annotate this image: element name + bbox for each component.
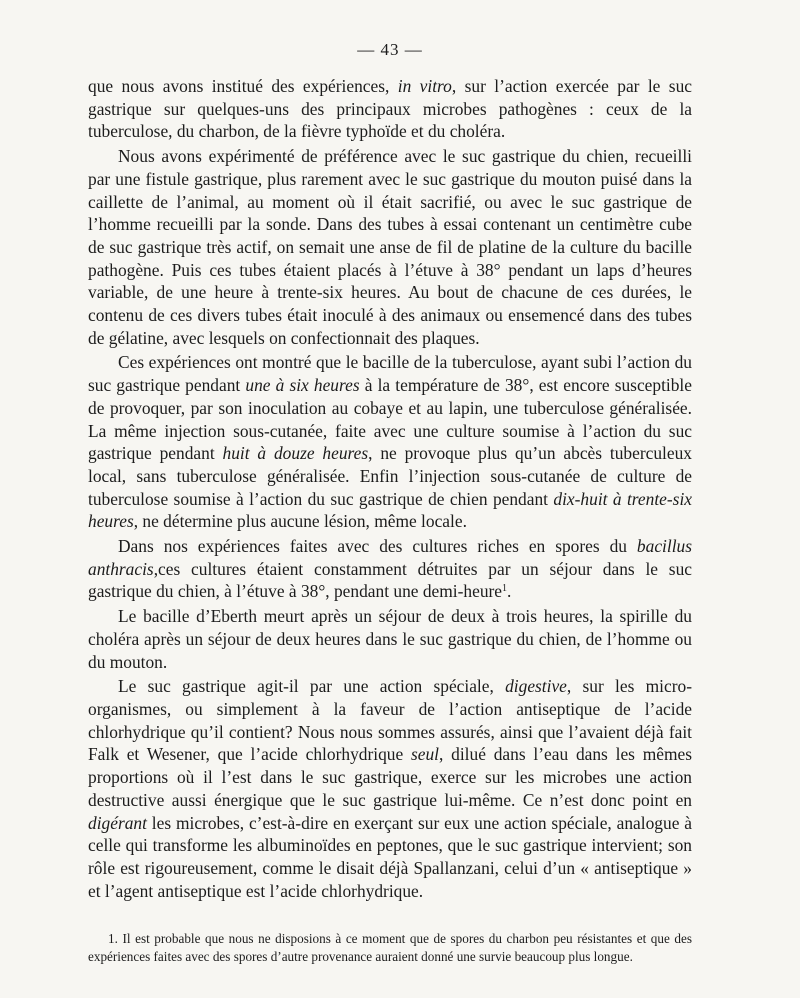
footnote-ref: 1 [502, 583, 508, 595]
text-run: les microbes, c’est-à-dire en exerçant sur eux une action spéciale, analogue à celle qui transforme les albuminoïdes en peptones, que le suc gastrique intervient; son rôle est rigoureusement, comme le disait déjà Spallanzani, celui d’un « antiseptique » et l’agent antiseptique est l’acide chlorhydrique. [88, 812, 692, 901]
text-run: . [507, 581, 512, 602]
paragraph-1 [88, 75, 692, 143]
text-run: ,ces cultures étaient constamment détruites par un séjour dans le suc gastrique du chien, à l’étuve à 38°, pendant une demi-heure [88, 558, 692, 602]
italic-text: une à six heures [245, 375, 360, 396]
text-run: à la température de 38°, est encore susceptible de provoquer, par son inoculation au cobaye et au lapin, une tuberculose généralisée. La même injection sous-cutanée, faite avec une culture soumise à l’action du suc gastrique pendant [88, 375, 692, 464]
text-run: , ne provoque plus qu’un abcès tuberculeux local, sans tuberculose généralisée. Enfin l’injection sous-cutanée de culture de tuberculose soumise à l’action du suc gastrique de chien pendant [88, 443, 692, 509]
text-run: Le suc gastrique agit-il par une action spéciale, [118, 676, 506, 697]
paragraph-4 [88, 535, 692, 603]
italic-text: seul [410, 744, 439, 765]
text-run: Dans nos expériences faites avec des cultures riches en spores du [118, 536, 637, 557]
page-number: — 43 — [357, 40, 423, 59]
text-run: , dilué dans l’eau dans les mêmes proportions où il l’est dans le suc gastrique, exerce sur les microbes une action destructive aussi énergique que le suc gastrique lui-même. Ce n’est donc point en [88, 744, 692, 810]
paragraph-3 [88, 351, 692, 533]
italic-text: digestive [505, 676, 567, 697]
italic-text: in vitro [397, 76, 452, 96]
text-run: que nous avons institué des expériences, [88, 76, 398, 96]
italic-text: bacillus anthracis [88, 536, 692, 579]
text-run: , sur les micro-organismes, ou simplement à la faveur de l’action antiseptique de l’acide chlorhydrique qu’il contient? Nous nous sommes assurés, ainsi que l’avaient déjà fait Falk et Wesener, que l’acide chlorhydrique [88, 676, 692, 765]
text-run: Ces expériences ont montré que le bacille de la tuberculose, ayant subi l’action du suc gastrique pendant [88, 352, 692, 396]
text-run: Le bacille d’Eberth meurt après un séjour de deux à trois heures, la spirille du choléra après un séjour de deux heures dans le suc gastrique du chien, de l’homme ou du mouton. [88, 606, 692, 672]
text-run: Nous avons expérimenté de préférence avec le suc gastrique du chien, recueilli par une fistule gastrique, plus rarement avec le suc gastrique du mouton puisé dans la caillette de l’animal, au moment où il était sacrifié, ou avec le suc gastrique de l’homme recueilli par la sonde. Dans des tubes à essai contenant un centimètre cube de suc gastrique très actif, on semait une anse de fil de platine de la culture du bacille pathogène. Puis ces tubes étaient placés à l’étuve à 38° pendant un laps d’heures variable, de une heure à trente-six heures. Au bout de chacune de ces durées, le contenu de ces divers tubes était inoculé à des animaux ou ensemencé dans des tubes de gélatine, avec lesquels on confectionnait des plaques. [88, 146, 692, 348]
footnote: 1. Il est probable que nous ne disposions à ce moment que de spores du charbon peu résistantes et que des expériences faites avec des spores d’autre provenance auraient donné une survie beaucoup plus longue. [88, 931, 692, 965]
paragraph-6 [88, 675, 692, 902]
text-run: , sur l’action exercée par le suc gastrique sur quelques-uns des principaux microbes pathogènes : ceux de la tuberculose, du charbon, de la fièvre typhoïde et du choléra. [88, 76, 692, 142]
italic-text: dix-huit à trente-six heures [88, 488, 692, 532]
paragraph-5 [88, 605, 692, 673]
text-run: , ne détermine plus aucune lésion, même locale. [133, 511, 467, 532]
italic-text: digérant [88, 812, 147, 833]
body-text [88, 75, 692, 902]
italic-text: huit à douze heures [222, 443, 369, 464]
paragraph-2 [88, 145, 692, 349]
